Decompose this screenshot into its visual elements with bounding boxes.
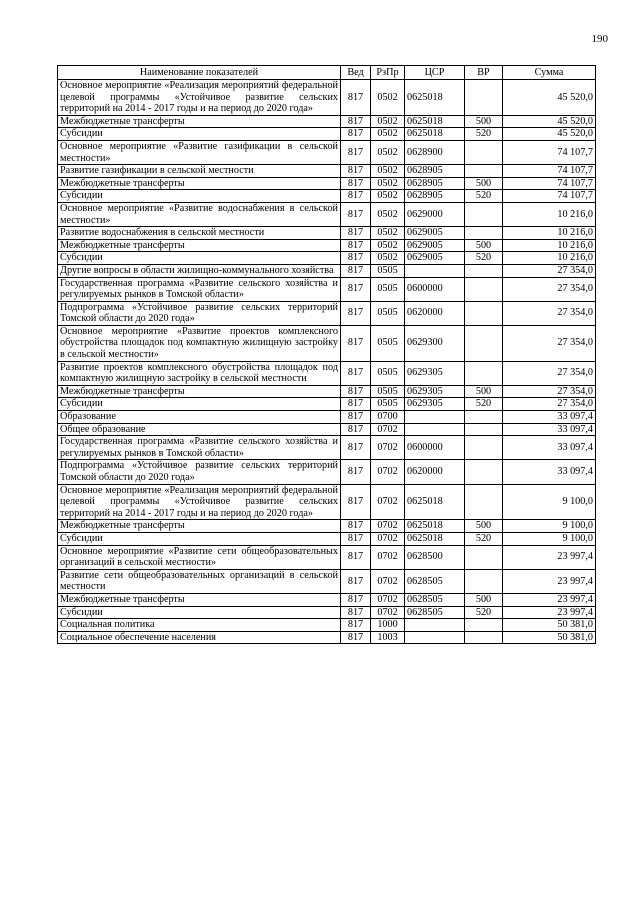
cell-rzpr: 0702 — [371, 423, 405, 436]
cell-name: Развитие проектов комплексного обустройства площадок под компактную жилищную застройку в сельской местности — [58, 361, 341, 385]
cell-ved: 817 — [341, 484, 371, 520]
cell-csr: 0629005 — [405, 239, 465, 252]
cell-name: Основное мероприятие «Развитие газификации в сельской местности» — [58, 140, 341, 164]
cell-name: Субсидии — [58, 606, 341, 619]
cell-rzpr: 0700 — [371, 411, 405, 424]
cell-csr: 0629005 — [405, 252, 465, 265]
cell-ved: 817 — [341, 532, 371, 545]
cell-csr: 0625018 — [405, 115, 465, 128]
header-vr: ВР — [465, 66, 503, 80]
cell-name: Субсидии — [58, 532, 341, 545]
cell-vr — [465, 569, 503, 593]
cell-name: Субсидии — [58, 398, 341, 411]
cell-vr: 500 — [465, 239, 503, 252]
table-row — [58, 619, 596, 632]
table-row — [58, 398, 596, 411]
cell-ved: 817 — [341, 520, 371, 533]
cell-rzpr: 0502 — [371, 115, 405, 128]
header-csr: ЦСР — [405, 66, 465, 80]
cell-name: Межбюджетные трансферты — [58, 385, 341, 398]
cell-rzpr: 0502 — [371, 202, 405, 226]
cell-vr: 500 — [465, 593, 503, 606]
table-row — [58, 520, 596, 533]
cell-csr: 0625018 — [405, 520, 465, 533]
cell-sum: 9 100,0 — [503, 484, 596, 520]
cell-name: Межбюджетные трансферты — [58, 520, 341, 533]
cell-rzpr: 0502 — [371, 165, 405, 178]
cell-name: Развитие газификации в сельской местности — [58, 165, 341, 178]
cell-vr — [465, 545, 503, 569]
cell-csr: 0620000 — [405, 301, 465, 325]
table-row — [58, 165, 596, 178]
cell-csr — [405, 411, 465, 424]
cell-sum: 10 216,0 — [503, 202, 596, 226]
cell-name: Развитие водоснабжения в сельской местности — [58, 227, 341, 240]
cell-rzpr: 0502 — [371, 128, 405, 141]
cell-name: Социальное обеспечение населения — [58, 631, 341, 644]
cell-ved: 817 — [341, 606, 371, 619]
table-row — [58, 436, 596, 460]
cell-vr — [465, 277, 503, 301]
cell-ved: 817 — [341, 264, 371, 277]
cell-vr — [465, 411, 503, 424]
table-row — [58, 484, 596, 520]
cell-name: Общее образование — [58, 423, 341, 436]
cell-csr: 0628500 — [405, 545, 465, 569]
header-name: Наименование показателей — [58, 66, 341, 80]
table-row — [58, 411, 596, 424]
table-row — [58, 361, 596, 385]
cell-sum: 74 107,7 — [503, 177, 596, 190]
cell-vr — [465, 227, 503, 240]
header-rzpr: РзПр — [371, 66, 405, 80]
table-row — [58, 606, 596, 619]
cell-csr: 0625018 — [405, 532, 465, 545]
cell-sum: 27 354,0 — [503, 385, 596, 398]
table-row — [58, 460, 596, 484]
cell-sum: 27 354,0 — [503, 398, 596, 411]
cell-vr — [465, 264, 503, 277]
cell-csr — [405, 423, 465, 436]
table-row — [58, 227, 596, 240]
cell-rzpr: 0702 — [371, 593, 405, 606]
cell-vr — [465, 80, 503, 116]
cell-rzpr: 0502 — [371, 140, 405, 164]
cell-ved: 817 — [341, 423, 371, 436]
cell-vr — [465, 436, 503, 460]
cell-sum: 74 107,7 — [503, 140, 596, 164]
cell-rzpr: 0702 — [371, 545, 405, 569]
table-row — [58, 532, 596, 545]
cell-name: Подпрограмма «Устойчивое развитие сельских территорий Томской области до 2020 года» — [58, 460, 341, 484]
cell-ved: 817 — [341, 436, 371, 460]
cell-csr: 0628505 — [405, 569, 465, 593]
cell-vr — [465, 631, 503, 644]
table-row — [58, 140, 596, 164]
cell-sum: 33 097,4 — [503, 423, 596, 436]
cell-rzpr: 0502 — [371, 239, 405, 252]
cell-rzpr: 0505 — [371, 301, 405, 325]
cell-rzpr: 0502 — [371, 80, 405, 116]
cell-vr — [465, 202, 503, 226]
cell-csr — [405, 619, 465, 632]
cell-vr — [465, 325, 503, 361]
table-row — [58, 115, 596, 128]
table-row — [58, 569, 596, 593]
cell-vr: 500 — [465, 520, 503, 533]
cell-csr: 0629000 — [405, 202, 465, 226]
cell-sum: 23 997,4 — [503, 569, 596, 593]
cell-vr: 520 — [465, 190, 503, 203]
table-row — [58, 239, 596, 252]
cell-sum: 45 520,0 — [503, 115, 596, 128]
table-row — [58, 423, 596, 436]
cell-ved: 817 — [341, 80, 371, 116]
header-sum: Сумма — [503, 66, 596, 80]
cell-csr: 0625018 — [405, 80, 465, 116]
cell-rzpr: 0702 — [371, 460, 405, 484]
cell-sum: 10 216,0 — [503, 239, 596, 252]
cell-sum: 23 997,4 — [503, 545, 596, 569]
cell-ved: 817 — [341, 545, 371, 569]
cell-csr: 0628905 — [405, 190, 465, 203]
cell-ved: 817 — [341, 460, 371, 484]
cell-csr: 0628905 — [405, 165, 465, 178]
cell-sum: 27 354,0 — [503, 361, 596, 385]
cell-vr: 520 — [465, 606, 503, 619]
cell-csr: 0629305 — [405, 398, 465, 411]
cell-sum: 74 107,7 — [503, 165, 596, 178]
cell-name: Межбюджетные трансферты — [58, 239, 341, 252]
cell-name: Межбюджетные трансферты — [58, 115, 341, 128]
cell-name: Государственная программа «Развитие сельского хозяйства и регулируемых рынков в Томской области» — [58, 277, 341, 301]
cell-vr: 520 — [465, 252, 503, 265]
cell-sum: 27 354,0 — [503, 264, 596, 277]
cell-rzpr: 0702 — [371, 569, 405, 593]
table-header-row — [58, 66, 596, 80]
cell-ved: 817 — [341, 277, 371, 301]
cell-ved: 817 — [341, 202, 371, 226]
budget-table — [57, 65, 596, 644]
cell-csr — [405, 631, 465, 644]
cell-rzpr: 1003 — [371, 631, 405, 644]
cell-sum: 9 100,0 — [503, 532, 596, 545]
cell-csr: 0628905 — [405, 177, 465, 190]
cell-sum: 23 997,4 — [503, 606, 596, 619]
table-row — [58, 190, 596, 203]
table-row — [58, 325, 596, 361]
cell-name: Межбюджетные трансферты — [58, 593, 341, 606]
cell-vr — [465, 361, 503, 385]
cell-csr: 0625018 — [405, 484, 465, 520]
cell-csr: 0625018 — [405, 128, 465, 141]
page-number: 190 — [591, 33, 608, 45]
table-body — [58, 80, 596, 644]
cell-rzpr: 0502 — [371, 190, 405, 203]
cell-rzpr: 0702 — [371, 436, 405, 460]
table-row — [58, 252, 596, 265]
cell-csr: 0628900 — [405, 140, 465, 164]
cell-vr — [465, 460, 503, 484]
table-row — [58, 177, 596, 190]
cell-ved: 817 — [341, 361, 371, 385]
cell-ved: 817 — [341, 165, 371, 178]
cell-ved: 817 — [341, 385, 371, 398]
cell-sum: 33 097,4 — [503, 436, 596, 460]
cell-name: Образование — [58, 411, 341, 424]
cell-vr: 520 — [465, 532, 503, 545]
cell-rzpr: 1000 — [371, 619, 405, 632]
cell-rzpr: 0502 — [371, 252, 405, 265]
cell-vr — [465, 423, 503, 436]
cell-name: Подпрограмма «Устойчивое развитие сельских территорий Томской области до 2020 года» — [58, 301, 341, 325]
table-row — [58, 631, 596, 644]
cell-csr: 0620000 — [405, 460, 465, 484]
cell-rzpr: 0502 — [371, 177, 405, 190]
cell-vr — [465, 619, 503, 632]
cell-rzpr: 0505 — [371, 277, 405, 301]
cell-rzpr: 0702 — [371, 532, 405, 545]
cell-sum: 45 520,0 — [503, 80, 596, 116]
cell-csr: 0628505 — [405, 606, 465, 619]
cell-name: Основное мероприятие «Реализация мероприятий федеральной целевой программы «Устойчивое развитие сельских территорий на 2014 - 2017 годы и на период до 2020 года» — [58, 80, 341, 116]
cell-csr: 0600000 — [405, 436, 465, 460]
cell-csr: 0629300 — [405, 325, 465, 361]
cell-sum: 23 997,4 — [503, 593, 596, 606]
cell-name: Развитие сети общеобразовательных организаций в сельской местности — [58, 569, 341, 593]
cell-name: Субсидии — [58, 190, 341, 203]
cell-name: Основное мероприятие «Реализация мероприятий федеральной целевой программы «Устойчивое развитие сельских территорий на 2014 - 2017 годы и на период до 2020 года» — [58, 484, 341, 520]
cell-name: Другие вопросы в области жилищно-коммунального хозяйства — [58, 264, 341, 277]
cell-rzpr: 0702 — [371, 484, 405, 520]
cell-vr: 520 — [465, 398, 503, 411]
cell-csr: 0600000 — [405, 277, 465, 301]
cell-sum: 33 097,4 — [503, 460, 596, 484]
cell-rzpr: 0702 — [371, 606, 405, 619]
cell-vr — [465, 301, 503, 325]
table-row — [58, 385, 596, 398]
cell-name: Субсидии — [58, 252, 341, 265]
table-row — [58, 80, 596, 116]
cell-sum: 27 354,0 — [503, 301, 596, 325]
cell-csr — [405, 264, 465, 277]
cell-vr — [465, 140, 503, 164]
cell-ved: 817 — [341, 569, 371, 593]
cell-rzpr: 0505 — [371, 398, 405, 411]
header-ved: Вед — [341, 66, 371, 80]
cell-sum: 10 216,0 — [503, 252, 596, 265]
cell-rzpr: 0505 — [371, 325, 405, 361]
cell-sum: 10 216,0 — [503, 227, 596, 240]
cell-csr: 0628505 — [405, 593, 465, 606]
cell-ved: 817 — [341, 128, 371, 141]
cell-name: Основное мероприятие «Развитие сети общеобразовательных организаций в сельской местности» — [58, 545, 341, 569]
cell-sum: 50 381,0 — [503, 631, 596, 644]
cell-ved: 817 — [341, 631, 371, 644]
cell-vr — [465, 484, 503, 520]
cell-sum: 27 354,0 — [503, 325, 596, 361]
cell-ved: 817 — [341, 593, 371, 606]
cell-name: Социальная политика — [58, 619, 341, 632]
cell-vr — [465, 165, 503, 178]
cell-ved: 817 — [341, 177, 371, 190]
table-row — [58, 202, 596, 226]
cell-name: Государственная программа «Развитие сельского хозяйства и регулируемых рынков в Томской области» — [58, 436, 341, 460]
cell-ved: 817 — [341, 398, 371, 411]
table-row — [58, 264, 596, 277]
cell-ved: 817 — [341, 301, 371, 325]
cell-ved: 817 — [341, 190, 371, 203]
cell-vr: 500 — [465, 385, 503, 398]
cell-name: Основное мероприятие «Развитие водоснабжения в сельской местности» — [58, 202, 341, 226]
table-row — [58, 277, 596, 301]
cell-ved: 817 — [341, 325, 371, 361]
cell-rzpr: 0505 — [371, 385, 405, 398]
cell-sum: 74 107,7 — [503, 190, 596, 203]
cell-ved: 817 — [341, 115, 371, 128]
cell-vr: 520 — [465, 128, 503, 141]
cell-name: Межбюджетные трансферты — [58, 177, 341, 190]
cell-sum: 9 100,0 — [503, 520, 596, 533]
cell-name: Субсидии — [58, 128, 341, 141]
cell-sum: 27 354,0 — [503, 277, 596, 301]
cell-ved: 817 — [341, 252, 371, 265]
cell-sum: 50 381,0 — [503, 619, 596, 632]
cell-name: Основное мероприятие «Развитие проектов комплексного обустройства площадок под компактную жилищную застройку в сельской местности» — [58, 325, 341, 361]
cell-csr: 0629005 — [405, 227, 465, 240]
cell-ved: 817 — [341, 140, 371, 164]
cell-rzpr: 0505 — [371, 361, 405, 385]
cell-ved: 817 — [341, 619, 371, 632]
cell-vr: 500 — [465, 115, 503, 128]
cell-csr: 0629305 — [405, 361, 465, 385]
table-row — [58, 301, 596, 325]
cell-vr: 500 — [465, 177, 503, 190]
cell-sum: 45 520,0 — [503, 128, 596, 141]
cell-ved: 817 — [341, 411, 371, 424]
cell-rzpr: 0502 — [371, 227, 405, 240]
cell-rzpr: 0702 — [371, 520, 405, 533]
cell-ved: 817 — [341, 239, 371, 252]
cell-sum: 33 097,4 — [503, 411, 596, 424]
cell-ved: 817 — [341, 227, 371, 240]
table-row — [58, 128, 596, 141]
table-row — [58, 593, 596, 606]
table-row — [58, 545, 596, 569]
cell-rzpr: 0505 — [371, 264, 405, 277]
cell-csr: 0629305 — [405, 385, 465, 398]
